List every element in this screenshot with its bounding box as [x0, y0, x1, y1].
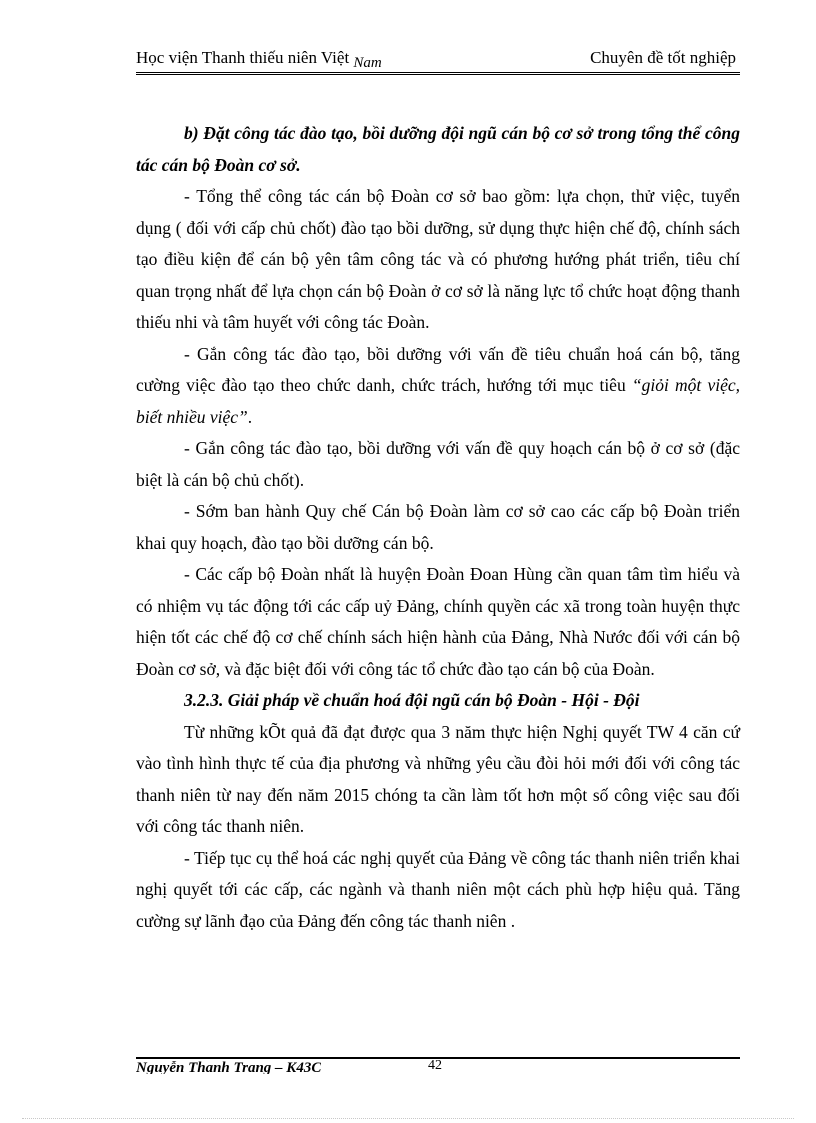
section-heading-3-2-3: 3.2.3. Giải pháp về chuẩn hoá đội ngũ cán bộ Đoàn - Hội - Đội	[184, 690, 640, 710]
paragraph-4: - Sớm ban hành Quy chế Cán bộ Đoàn làm cơ sở cao các cấp bộ Đoàn triển khai quy hoạch, đào tạo bồi dưỡng cán bộ.	[136, 501, 740, 553]
page-content	[136, 118, 740, 937]
section-heading-b: b) Đặt công tác đào tạo, bồi dưỡng đội ngũ cán bộ cơ sở trong tổng thể công tác cán bộ Đoàn cơ sở.	[136, 123, 740, 175]
header-institution-script: Nam	[353, 55, 382, 71]
header-institution	[136, 48, 382, 71]
footer-author: Nguyễn Thanh Trang – K43C	[136, 1060, 322, 1074]
header-institution-text: Học viện Thanh thiếu niên Việt	[136, 48, 350, 67]
header-document-type: Chuyên đề tốt nghiệp	[590, 48, 736, 67]
paragraph-5: - Các cấp bộ Đoàn nhất là huyện Đoàn Đoan Hùng cần quan tâm tìm hiểu và có nhiệm vụ tác động tới các cấp uỷ Đảng, chính quyền các xã trong toàn huyện thực hiện tốt các chế độ cơ chế chính sách hiện hành của Đảng, Nhà Nước đối với cán bộ Đoàn cơ sở, và đặc biệt đối với công tác tổ chức đào tạo cán bộ của Đoàn.	[136, 564, 740, 679]
paragraph-7: - Tiếp tục cụ thể hoá các nghị quyết của Đảng về công tác thanh niên triển khai nghị quyết tới các cấp, các ngành và thanh niên một cách phù hợp hiệu quả. Tăng cường sự lãnh đạo của Đảng đến công tác thanh niên .	[136, 847, 740, 931]
paragraph-3: - Gắn công tác đào tạo, bồi dưỡng với vấn đề quy hoạch cán bộ ở cơ sở (đặc biệt là cán bộ chủ chốt).	[136, 438, 740, 490]
paragraph-2-quote: “giỏi một việc, biết nhiều việc”	[136, 375, 740, 427]
page-number: 42	[428, 1058, 442, 1073]
paragraph-2-text: - Gắn công tác đào tạo, bồi dưỡng với vấn đề tiêu chuẩn hoá cán bộ, tăng cường việc đào tạo theo chức danh, chức trách, hướng tới mục tiêu	[136, 343, 740, 395]
paragraph-2-end: .	[247, 406, 253, 427]
paragraph-1: - Tổng thể công tác cán bộ Đoàn cơ sở bao gồm: lựa chọn, thử việc, tuyển dụng ( đối với cấp chủ chốt) đào tạo bồi dưỡng, sử dụng thực hiện chế độ, chính sách tạo điều kiện để cán bộ yên tâm công tác và có phương hướng phát triển, tiêu chí quan trọng nhất để lựa chọn cán bộ Đoàn ở cơ sở là năng lực tổ chức hoạt động thanh thiếu nhi và tâm huyết với công tác Đoàn.	[136, 186, 740, 332]
paragraph-2	[136, 339, 740, 434]
page-header	[136, 48, 740, 75]
page-edge-dotted-line	[22, 1118, 794, 1119]
paragraph-6: Từ những kÕt quả đã đạt được qua 3 năm thực hiện Nghị quyết TW 4 căn cứ vào tình hình thực tế của địa phương và những yêu cầu đòi hỏi mới đối với công tác thanh niên từ nay đến năm 2015 chóng ta cần làm tốt hơn một số công việc sau đối với công tác thanh niên.	[136, 721, 740, 836]
